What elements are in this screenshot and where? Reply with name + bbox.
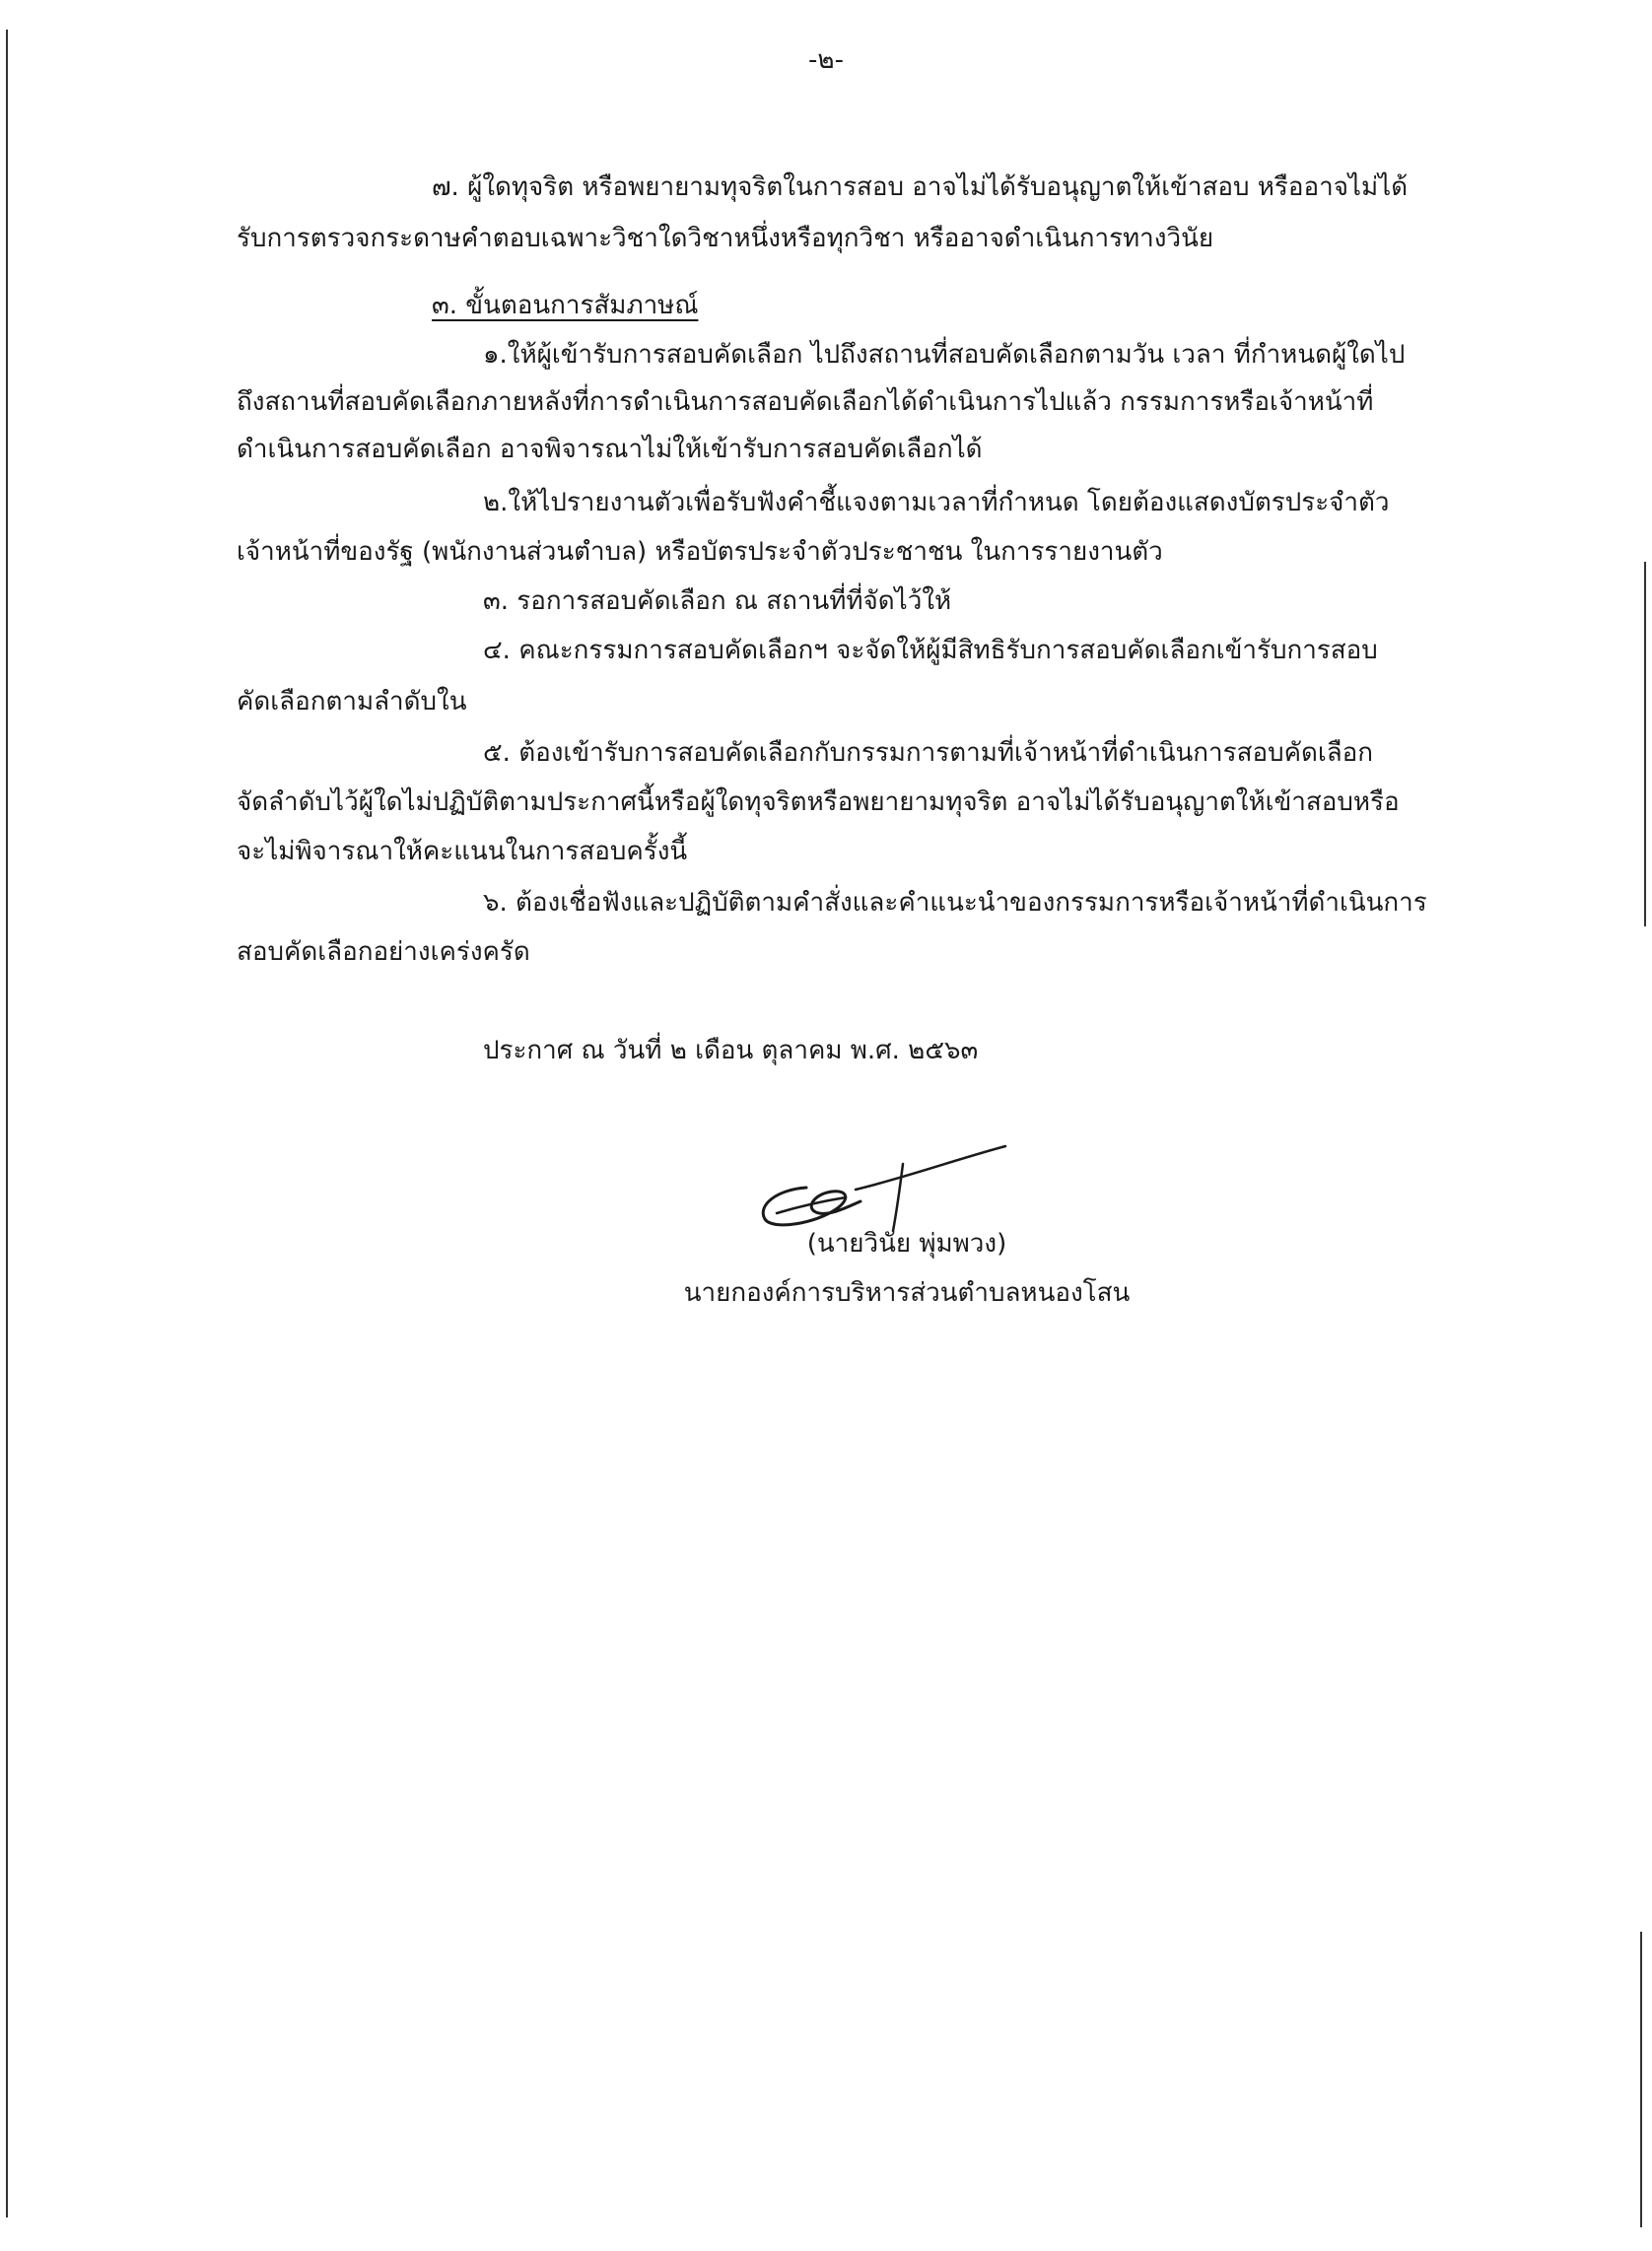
item7-line2: รับการตรวจกระดาษคำตอบเฉพาะวิชาใดวิชาหนึ่งหรือทุกวิชา หรืออาจดำเนินการทางวินัย — [237, 224, 1214, 253]
item4-line2: คัดเลือกตามลำดับใน — [237, 687, 467, 716]
item6-line2: สอบคัดเลือกอย่างเคร่งครัด — [237, 937, 530, 967]
item5-line1: ๕. ต้องเข้ารับการสอบคัดเลือกกับกรรมการตามที่เจ้าหน้าที่ดำเนินการสอบคัดเลือก — [483, 738, 1374, 768]
item6-line1: ๖. ต้องเชื่อฟังและปฏิบัติตามคำสั่งและคำแนะนำของกรรมการหรือเจ้าหน้าที่ดำเนินการ — [483, 888, 1427, 918]
item7-line1: ๗. ผู้ใดทุจริต หรือพยายามทุจริตในการสอบ อาจไม่ได้รับอนุญาตให้เข้าสอบ หรืออาจไม่ได้ — [432, 172, 1409, 202]
signer-position: นายกองค์การบริหารส่วนตำบลหนองโสน — [683, 1278, 1131, 1308]
announcement-date: ประกาศ ณ วันที่ ๒ เดือน ตุลาคม พ.ศ. ๒๕๖๓ — [483, 1036, 979, 1065]
scan-border-left — [6, 30, 8, 2217]
item2-line2: เจ้าหน้าที่ของรัฐ (พนักงานส่วนตำบล) หรือบัตรประจำตัวประชาชน ในการรายงานตัว — [237, 537, 1163, 567]
signature-image — [737, 1128, 1013, 1237]
section-heading: ๓. ขั้นตอนการสัมภาษณ์ — [432, 291, 699, 320]
item1-line2: ถึงสถานที่สอบคัดเลือกภายหลังที่การดำเนินการสอบคัดเลือกได้ดำเนินการไปแล้ว กรรมการหรือเจ้าหน้าที่ — [237, 387, 1374, 417]
item5-line3: จะไม่พิจารณาให้คะแนนในการสอบครั้งนี้ — [237, 837, 688, 866]
scan-border-right — [1644, 562, 1646, 926]
item1-line3: ดำเนินการสอบคัดเลือก อาจพิจารณาไม่ให้เข้ารับการสอบคัดเลือกได้ — [237, 435, 983, 464]
scan-border-right-lower — [1640, 1932, 1642, 2227]
signer-name: (นายวินัย พุ่มพวง) — [806, 1229, 1007, 1259]
item5-line2: จัดลำดับไว้ผู้ใดไม่ปฏิบัติตามประกาศนี้หรือผู้ใดทุจริตหรือพยายามทุจริต อาจไม่ได้รับอนุญาตให้เข้าสอบหรือ — [237, 787, 1400, 817]
item2-line1: ๒.ให้ไปรายงานตัวเพื่อรับฟังคำชี้แจงตามเวลาที่กำหนด โดยต้องแสดงบัตรประจำตัว — [483, 488, 1390, 517]
item1-line1: ๑.ให้ผู้เข้ารับการสอบคัดเลือก ไปถึงสถานที่สอบคัดเลือกตามวัน เวลา ที่กำหนดผู้ใดไป — [483, 340, 1406, 370]
item4-line1: ๔. คณะกรรมการสอบคัดเลือกฯ จะจัดให้ผู้มีสิทธิรับการสอบคัดเลือกเข้ารับการสอบ — [483, 636, 1378, 665]
page-number: -๒- — [808, 45, 844, 75]
item3-line1: ๓. รอการสอบคัดเลือก ณ สถานที่ที่จัดไว้ให้ — [483, 586, 952, 616]
